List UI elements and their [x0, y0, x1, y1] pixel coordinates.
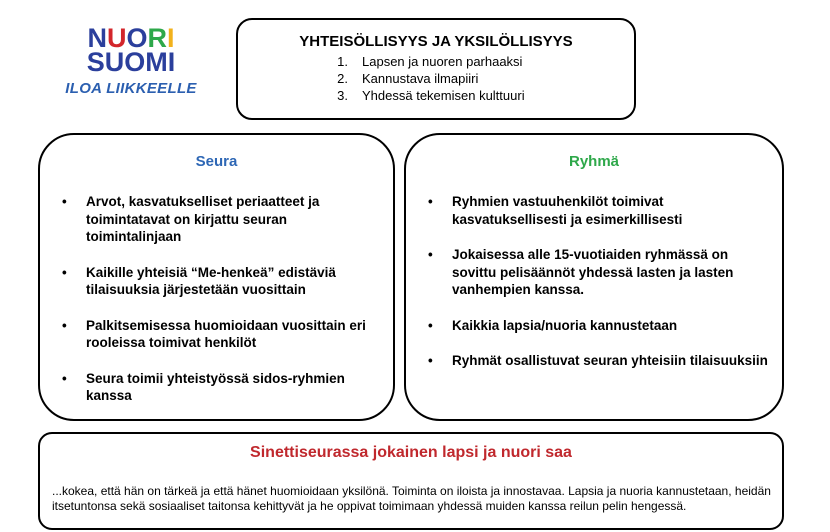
sinettiseura-title: Sinettiseurassa jokainen lapsi ja nuori saa	[250, 444, 572, 461]
list-item-text: Jokaisessa alle 15-vuotiaiden ryhmässä on sovittu pelisäännöt yhdessä lasten ja lasten vanhempien kanssa.	[452, 247, 734, 297]
logo-line-2: SUOMI	[86, 47, 176, 77]
seura-title: Seura	[195, 153, 238, 170]
list-item-text: Ryhmien vastuuhenkilöt toimivat kasvatuksellisesti ja esimerkillisesti	[452, 194, 683, 227]
seura-bullet-list	[40, 193, 393, 423]
logo-letter: R	[147, 23, 167, 53]
seura-panel	[38, 133, 395, 421]
ryhma-panel	[404, 133, 784, 421]
bullet-icon: •	[62, 264, 67, 280]
ryhma-bullet-list	[406, 193, 782, 388]
bullet-icon: •	[428, 353, 433, 368]
bullet-icon: •	[428, 247, 433, 262]
principles-list	[238, 53, 634, 104]
item-number: 3.	[337, 88, 348, 103]
logo-letter: N	[87, 23, 107, 53]
principles-item	[238, 53, 634, 70]
logo-tagline: ILOA LIIKKEELLE	[65, 80, 197, 97]
logo-letter: U	[106, 23, 127, 53]
list-item	[40, 264, 393, 299]
list-item-text: Kaikille yhteisiä “Me-henkeä” edistäviä tilaisuuksia järjestetään vuosittain	[86, 264, 336, 297]
item-number: 1.	[337, 54, 348, 69]
principles-item	[238, 70, 634, 87]
list-item	[406, 246, 782, 299]
logo-letter: O	[126, 23, 148, 53]
principles-item	[238, 87, 634, 104]
item-text: Lapsen ja nuoren parhaaksi	[362, 54, 523, 69]
principles-box	[236, 18, 636, 120]
list-item	[406, 193, 782, 228]
sinettiseura-box	[38, 432, 784, 530]
item-number: 2.	[337, 71, 348, 86]
bullet-icon: •	[428, 317, 433, 333]
item-text: Yhdessä tekemisen kulttuuri	[362, 88, 525, 103]
list-item	[40, 370, 393, 405]
bullet-icon: •	[428, 194, 433, 209]
bullet-icon: •	[62, 370, 67, 386]
ryhma-title: Ryhmä	[568, 153, 620, 170]
sinettiseura-text: ...kokea, että hän on tärkeä ja että hänet huomioidaan yksilönä. Toiminta on iloista ja innostavaa. Lapsia ja nuoria kannustetaan, heidän itsetuntonsa sekä sosiaaliset taitonsa kehittyvät ja he oppivat toimimaan yhdessä muiden kanssa reilun pelin hengessä.	[52, 484, 771, 513]
logo-letter: I	[167, 23, 175, 53]
nuori-suomi-logo	[56, 23, 206, 97]
list-item	[406, 352, 782, 370]
list-item	[406, 317, 782, 335]
list-item-text: Arvot, kasvatukselliset periaatteet ja toimintatavat on kirjattu seuran toimintalinjaan	[86, 194, 320, 244]
list-item	[40, 193, 393, 246]
bullet-icon: •	[62, 317, 67, 333]
list-item-text: Ryhmät osallistuvat seuran yhteisiin tilaisuuksiin	[452, 353, 768, 368]
bullet-icon: •	[62, 194, 67, 209]
item-text: Kannustava ilmapiiri	[362, 71, 479, 86]
list-item-text: Seura toimii yhteistyössä sidos-ryhmien kanssa	[86, 370, 345, 403]
principles-title: YHTEISÖLLISYYS JA YKSILÖLLISYYS	[299, 33, 573, 50]
list-item-text: Palkitsemisessa huomioidaan vuosittain eri rooleissa toimivat henkilöt	[86, 317, 366, 350]
list-item-text: Kaikkia lapsia/nuoria kannustetaan	[452, 317, 678, 333]
list-item	[40, 317, 393, 352]
